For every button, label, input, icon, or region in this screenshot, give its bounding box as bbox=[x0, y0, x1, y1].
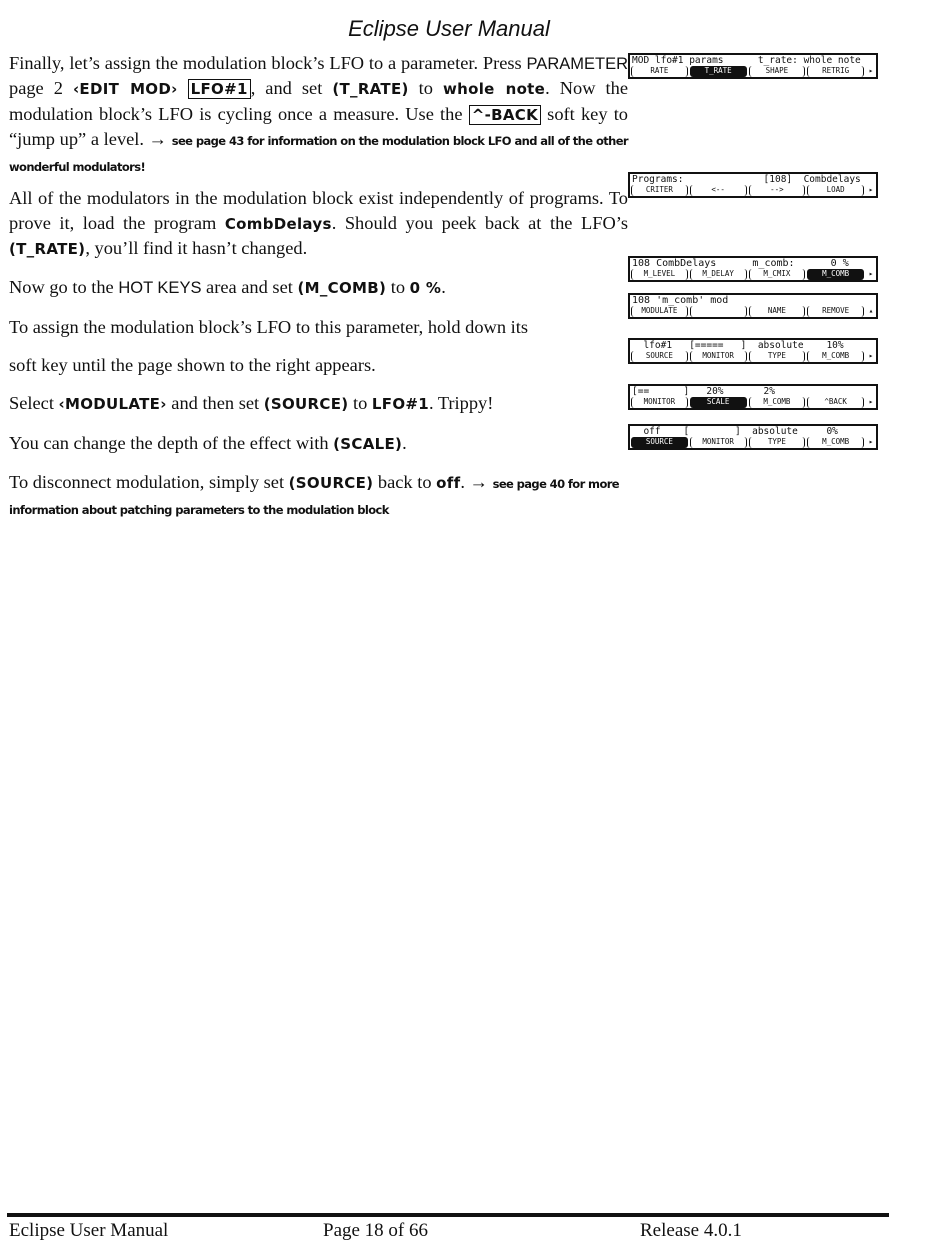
softkey-monitor: MONITOR bbox=[690, 351, 747, 362]
lcd-screen-source-off: off [ ] absolute 0% SOURCE MONITOR TYPE M_COMB ▸ bbox=[628, 424, 878, 450]
edit-mod-softkey: ‹EDIT MOD› bbox=[72, 80, 178, 99]
paragraph-assign-lfo: Finally, let’s assign the modulation block’s LFO to a parameter. Press PARAMETER page 2 ‹EDIT MOD› LFO#1 , and set (T_RATE) to whole note. Now the modulation block’s LFO is cycling once a measure. Use the ^-BACK soft key to “jump up” a level. → see page 43 for information on the modulation block LFO and all of the other wonderful modulators! bbox=[9, 53, 629, 175]
paragraph-independent-modulators: All of the modulators in the modulation block exist independently of programs. To prove it, load the program CombDelays. Should you peek back at the LFO’s (T_RATE), you’ll find it hasn’t changed. bbox=[9, 188, 628, 259]
manual-body bbox=[9, 51, 628, 529]
lcd-screen-programs: Programs: [108] Combdelays CRITER <-- --> LOAD ▸ bbox=[628, 172, 878, 198]
softkey-source: SOURCE bbox=[631, 437, 688, 448]
softkey-type: TYPE bbox=[749, 351, 806, 362]
softkey-modulate: MODULATE bbox=[631, 306, 688, 317]
softkey-m-comb: M_COMB bbox=[749, 397, 806, 408]
footer-title: Eclipse User Manual bbox=[9, 1220, 169, 1241]
lcd-screen-combdelays: 108 CombDelays m_comb: 0 % M_LEVEL M_DELAY M_CMIX M_COMB ▸ bbox=[628, 256, 878, 282]
cross-reference-note: see page 40 for more information about patching parameters to the modulation block bbox=[9, 476, 620, 518]
softkey-source: SOURCE bbox=[631, 351, 688, 362]
lcd-screen-scale: [== ] 20% 2% MONITOR SCALE M_COMB ^BACK ▸ bbox=[628, 384, 878, 410]
scale-param: (SCALE) bbox=[333, 434, 403, 453]
softkey-monitor: MONITOR bbox=[690, 437, 747, 448]
softkey-type: TYPE bbox=[749, 437, 806, 448]
softkey-criter: CRITER bbox=[631, 185, 688, 196]
softkey-rate: RATE bbox=[631, 66, 688, 77]
combdelays-program: CombDelays bbox=[224, 214, 332, 233]
page-arrow-icon: ▸ bbox=[868, 351, 874, 360]
footer-rule bbox=[7, 1213, 889, 1217]
softkey-m-comb: M_COMB bbox=[807, 437, 864, 448]
paragraph-disconnect: To disconnect modulation, simply set (SOURCE) back to off. → see page 40 for more information about patching parameters to the modulation block bbox=[9, 471, 620, 518]
softkey-remove: REMOVE bbox=[807, 306, 864, 317]
softkey-scale: SCALE bbox=[690, 397, 747, 408]
softkey-back: ^BACK bbox=[807, 397, 864, 408]
up-arrow-icon: ▴ bbox=[868, 306, 874, 315]
page-arrow-icon: ▸ bbox=[868, 185, 874, 194]
softkey-m-level: M_LEVEL bbox=[631, 269, 688, 280]
softkey-m-comb: M_COMB bbox=[807, 269, 864, 280]
paragraph-assign-hold: To assign the modulation block’s LFO to this parameter, hold down its bbox=[9, 316, 528, 337]
release-version: Release 4.0.1 bbox=[640, 1220, 742, 1241]
cross-reference-note: see page 43 for information on the modulation block LFO and all of the other wonderful modulators! bbox=[9, 133, 628, 175]
back-softkey: ^-BACK bbox=[469, 105, 541, 125]
softkey-prev: <-- bbox=[690, 185, 747, 196]
page-arrow-icon: ▸ bbox=[868, 397, 874, 406]
page-arrow-icon: ▸ bbox=[868, 66, 874, 75]
softkey-next: --> bbox=[749, 185, 806, 196]
softkey-t-rate: T_RATE bbox=[690, 66, 747, 77]
source-param: (SOURCE) bbox=[263, 395, 349, 414]
softkey-m-delay: M_DELAY bbox=[690, 269, 747, 280]
softkey-shape: SHAPE bbox=[749, 66, 806, 77]
t-rate-param: (T_RATE) bbox=[9, 240, 86, 259]
hot-keys-area: HOT KEYS bbox=[118, 279, 202, 298]
parameter-key-name: PARAMETER bbox=[526, 55, 628, 73]
whole-note-value: whole note bbox=[443, 80, 546, 99]
softkey-retrig: RETRIG bbox=[807, 66, 864, 77]
t-rate-param: (T_RATE) bbox=[332, 80, 409, 99]
modulate-softkey: ‹MODULATE› bbox=[58, 395, 167, 414]
page-arrow-icon: ▸ bbox=[868, 437, 874, 446]
lcd-screen-lfo-source: lfo#1 [===== ] absolute 10% SOURCE MONITOR TYPE M_COMB ▸ bbox=[628, 338, 878, 364]
softkey-m-comb: M_COMB bbox=[807, 351, 864, 362]
off-value: off bbox=[436, 473, 461, 492]
m-comb-param: (M_COMB) bbox=[297, 279, 387, 298]
page-number: Page 18 of 66 bbox=[323, 1220, 429, 1241]
softkey-monitor: MONITOR bbox=[631, 397, 688, 408]
paragraph-scale: You can change the depth of the effect with (SCALE). bbox=[9, 432, 407, 453]
lfo1-value: LFO#1 bbox=[371, 395, 429, 414]
softkey-blank bbox=[690, 306, 747, 317]
lfo1-key: LFO#1 bbox=[188, 79, 251, 99]
softkey-m-cmix: M_CMIX bbox=[749, 269, 806, 280]
paragraph-hot-keys: Now go to the HOT KEYS area and set (M_COMB) to 0 %. bbox=[9, 277, 446, 298]
softkey-name: NAME bbox=[749, 306, 806, 317]
source-param: (SOURCE) bbox=[288, 473, 374, 492]
page-arrow-icon: ▸ bbox=[868, 269, 874, 278]
paragraph-soft-key: soft key until the page shown to the right appears. bbox=[9, 354, 376, 375]
lcd-screen-lfo-params: MOD lfo#1 params t_rate: whole note RATE T_RATE SHAPE RETRIG ▸ bbox=[628, 53, 878, 79]
lcd-screen-mod-assign: 108 'm_comb' mod MODULATE NAME REMOVE ▴ bbox=[628, 293, 878, 319]
page-header: Eclipse User Manual bbox=[348, 16, 550, 41]
zero-percent-value: 0 % bbox=[409, 279, 442, 298]
softkey-load: LOAD bbox=[807, 185, 864, 196]
paragraph-select-modulate: Select ‹MODULATE› and then set (SOURCE) to LFO#1. Trippy! bbox=[9, 393, 494, 414]
